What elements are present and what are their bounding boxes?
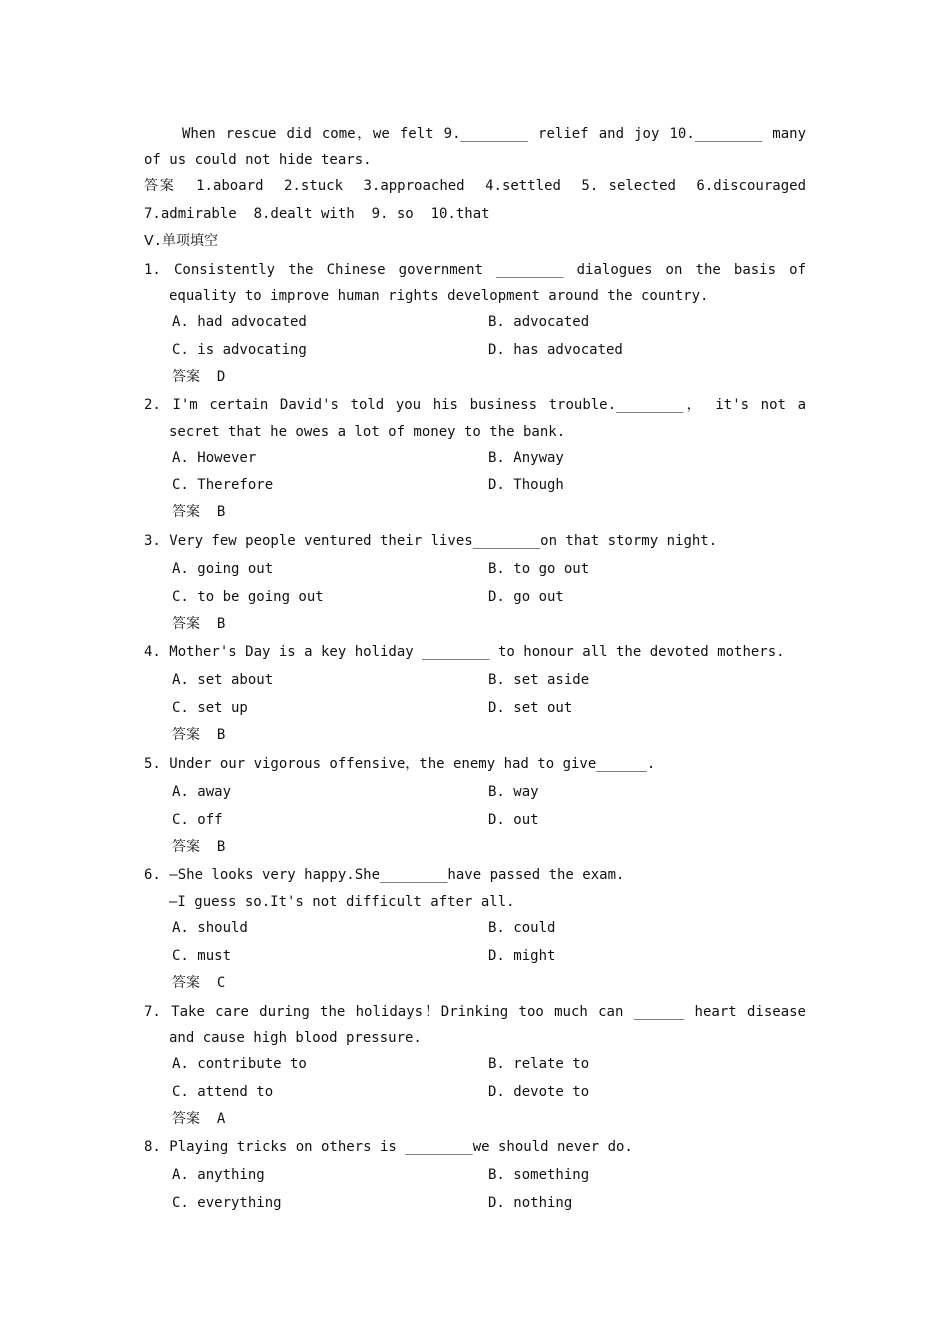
option-b: B. to go out <box>488 561 590 577</box>
option-a: A. However <box>172 450 257 466</box>
option-a: A. away <box>172 784 232 800</box>
option-c: C. set up <box>172 700 248 716</box>
question-stem-continued: equality to improve human rights development around the country. <box>169 288 709 304</box>
answer: 答案 B <box>172 839 226 855</box>
answer-key-line-1: 答案 1.aboard 2.stuck 3.approached 4.settled 5. selected 6.discouraged <box>144 178 806 194</box>
question-stem-continued: and cause high blood pressure. <box>169 1030 422 1046</box>
question-stem: 8. Playing tricks on others is ________we should never do. <box>144 1139 633 1155</box>
option-b: B. way <box>488 784 539 800</box>
option-a: A. anything <box>172 1167 265 1183</box>
question-stem-continued: secret that he owes a lot of money to the bank. <box>169 424 566 440</box>
question-stem: 2. I'm certain David's told you his business trouble.________， it's not a <box>144 397 806 413</box>
option-c: C. must <box>172 948 232 964</box>
question-stem: 1. Consistently the Chinese government ________ dialogues on the basis of <box>144 262 806 278</box>
option-d: D. go out <box>488 589 564 605</box>
option-b: B. could <box>488 920 556 936</box>
option-c: C. to be going out <box>172 589 324 605</box>
option-d: D. nothing <box>488 1195 573 1211</box>
passage-line-2: of us could not hide tears. <box>144 152 372 168</box>
option-c: C. Therefore <box>172 477 274 493</box>
option-c: C. is advocating <box>172 342 307 358</box>
section-title: Ⅴ.单项填空 <box>144 233 219 249</box>
answer: 答案 D <box>172 369 226 385</box>
answer: 答案 B <box>172 727 226 743</box>
option-c: C. everything <box>172 1195 282 1211</box>
option-b: B. something <box>488 1167 590 1183</box>
answer: 答案 B <box>172 616 226 632</box>
option-a: A. had advocated <box>172 314 307 330</box>
option-b: B. relate to <box>488 1056 590 1072</box>
question-stem: 7. Take care during the holidays！Drinking too much can ______ heart disease <box>144 1004 806 1020</box>
question-stem: 5. Under our vigorous offensive，the enemy had to give______. <box>144 756 656 772</box>
option-a: A. contribute to <box>172 1056 307 1072</box>
question-stem: 3. Very few people ventured their lives________on that stormy night. <box>144 533 718 549</box>
option-b: B. advocated <box>488 314 590 330</box>
option-b: B. set aside <box>488 672 590 688</box>
option-a: A. going out <box>172 561 274 577</box>
answer-key-line-2: 7.admirable 8.dealt with 9. so 10.that <box>144 206 490 222</box>
option-d: D. Though <box>488 477 564 493</box>
answer: 答案 C <box>172 975 226 991</box>
passage-line-1: When rescue did come，we felt 9.________ relief and joy 10.________ many <box>182 126 806 142</box>
option-d: D. might <box>488 948 556 964</box>
answer: 答案 B <box>172 504 226 520</box>
option-b: B. Anyway <box>488 450 564 466</box>
option-d: D. set out <box>488 700 573 716</box>
option-c: C. attend to <box>172 1084 274 1100</box>
option-d: D. has advocated <box>488 342 623 358</box>
option-a: A. should <box>172 920 248 936</box>
option-a: A. set about <box>172 672 274 688</box>
option-d: D. devote to <box>488 1084 590 1100</box>
option-d: D. out <box>488 812 539 828</box>
question-stem: 6. —She looks very happy.She________have passed the exam. <box>144 867 625 883</box>
question-stem: 4. Mother's Day is a key holiday ________ to honour all the devoted mothers. <box>144 644 785 660</box>
question-stem-continued: —I guess so.It's not difficult after all. <box>169 894 515 910</box>
answer: 答案 A <box>172 1111 226 1127</box>
option-c: C. off <box>172 812 223 828</box>
